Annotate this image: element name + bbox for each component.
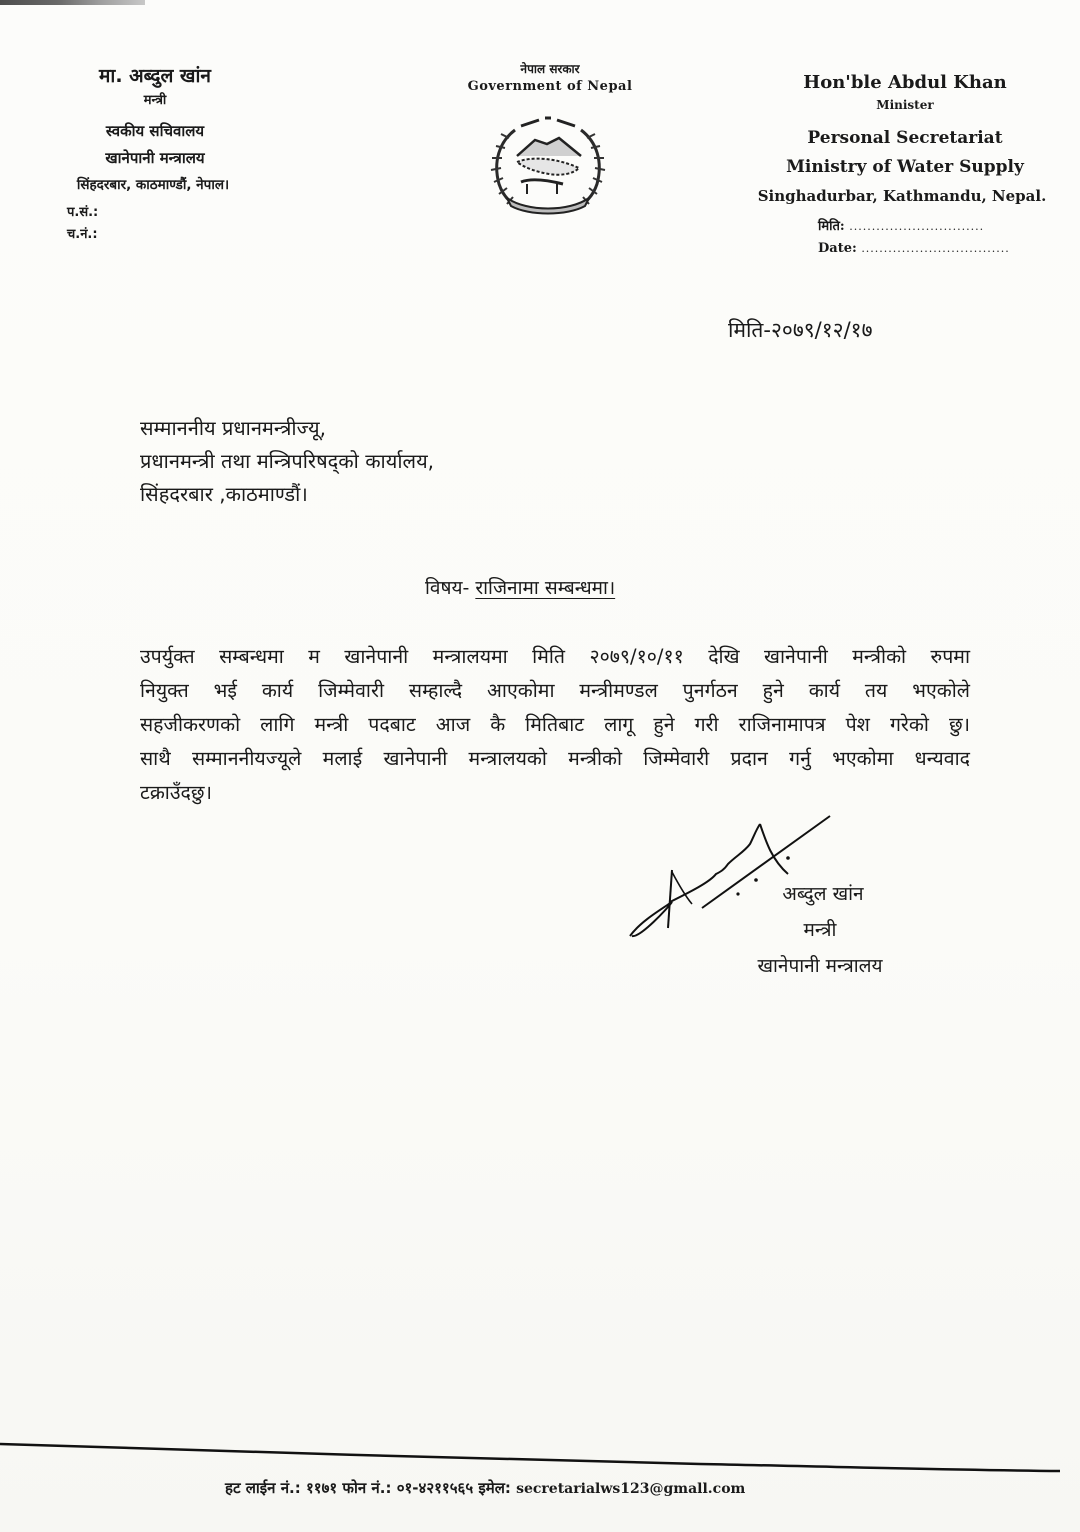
footer-contact — [225, 1478, 745, 1498]
miti-blank: .............................. — [849, 220, 985, 233]
phone-label: फोन नं.: — [342, 1479, 392, 1497]
addressee-block — [140, 412, 434, 511]
letter-body — [140, 640, 970, 810]
date-field — [818, 238, 1050, 260]
date-label: Date: — [818, 241, 857, 256]
miti-label: मिति: — [818, 219, 845, 234]
letterhead-left — [50, 62, 260, 246]
body-line-1: उपर्युक्त सम्बन्धमा म खानेपानी मन्त्रालयमा मिति २०७९/१०/११ देखि खानेपानी मन्त्रीको रुपमा — [140, 645, 970, 668]
hotline-number: ११७१ — [305, 1479, 338, 1497]
body-line-5: टक्राउँदछु। — [140, 781, 212, 804]
government-english: Government of Nepal — [467, 79, 633, 94]
email-address: secretarialws123@gmall.com — [516, 1481, 746, 1497]
letterhead-right — [757, 70, 1050, 260]
addressee-line-1: सम्माननीय प्रधानमन्त्रीज्यू, — [140, 416, 327, 440]
signatory-block — [740, 876, 900, 984]
dispatch-no-label: च.नं.: — [67, 227, 98, 242]
addressee-line-3: सिंहदरबार ,काठमाण्डौं। — [140, 482, 308, 506]
letter-date: मिति-२०७९/१२/१७ — [728, 318, 873, 342]
date-blank: ................................. — [861, 242, 1010, 255]
ref-no-label: प.सं.: — [67, 205, 99, 220]
nepal-emblem-icon — [487, 112, 609, 216]
date-fields — [760, 216, 1050, 260]
hotline-label: हट लाईन नं.: — [225, 1479, 301, 1497]
minister-role-english: Minister — [876, 98, 934, 112]
reference-fields — [50, 202, 260, 246]
body-line-3: सहजीकरणको लागि मन्त्री पदबाट आज कै मितिबाट लागू हुने गरी राजिनामापत्र पेश गरेको छु। — [140, 713, 970, 736]
signatory-ministry: खानेपानी मन्त्रालय — [757, 955, 883, 977]
scan-edge-mark — [0, 0, 145, 5]
minister-name-english: Hon'ble Abdul Khan — [803, 72, 1007, 93]
minister-role-nepali: मन्त्री — [143, 93, 167, 108]
address-english: Singhadurbar, Kathmandu, Nepal. — [757, 187, 1047, 205]
letterhead-center — [455, 60, 645, 96]
phone-number: ०१-४२११५६५ — [396, 1479, 474, 1497]
signatory-title: मन्त्री — [803, 919, 837, 941]
address-nepali: सिंहदरबार, काठमाण्डौं, नेपाल। — [76, 177, 230, 193]
government-nepali: नेपाल सरकार — [520, 62, 580, 76]
ministry-english: Ministry of Water Supply — [786, 157, 1024, 177]
subject-line — [425, 574, 615, 600]
subject-text: राजिनामा सम्बन्धमा। — [475, 577, 616, 599]
subject-label: विषय- — [425, 577, 470, 599]
email-label: इमेल: — [478, 1479, 511, 1497]
ministry-nepali: खानेपानी मन्त्रालय — [105, 149, 205, 167]
body-line-2: नियुक्त भई कार्य जिम्मेवारी सम्हाल्दै आएकोमा मन्त्रीमण्डल पुनर्गठन हुने कार्य तय भएकोले — [140, 679, 970, 702]
addressee-line-2: प्रधानमन्त्री तथा मन्त्रिपरिषद्को कार्यालय, — [140, 449, 435, 473]
office-english: Personal Secretariat — [807, 128, 1003, 148]
office-nepali: स्वकीय सचिवालय — [105, 122, 205, 140]
signatory-name: अब्दुल खांन — [782, 883, 864, 905]
miti-field — [818, 216, 1050, 238]
minister-name-nepali: मा. अब्दुल खांन — [99, 65, 211, 87]
body-line-4: साथै सम्माननीयज्यूले मलाई खानेपानी मन्त्रालयको मन्त्रीको जिम्मेवारी प्रदान गर्नु भएकोमा धन्यवाद — [140, 747, 970, 770]
